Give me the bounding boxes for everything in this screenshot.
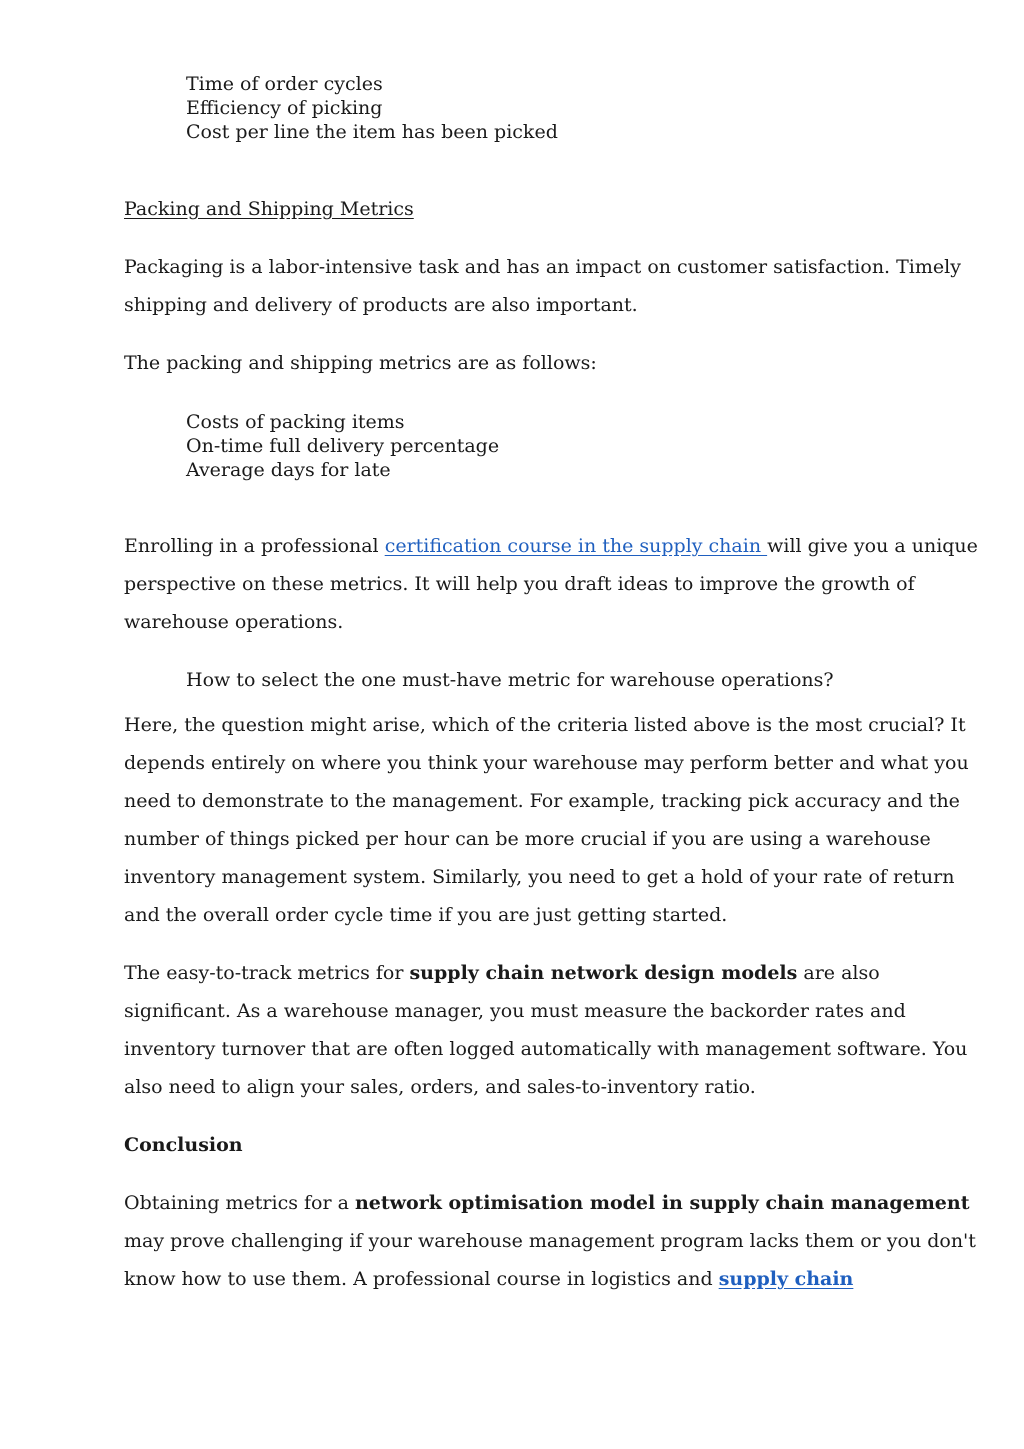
list-item: On-time full delivery percentage [186, 435, 500, 457]
section-heading-packing: Packing and Shipping Metrics [124, 198, 414, 220]
paragraph-line: need to demonstrate to the management. For example, tracking pick accuracy and the [124, 790, 960, 812]
list-item: Efficiency of picking [186, 97, 383, 119]
paragraph-line: also need to align your sales, orders, and sales-to-inventory ratio. [124, 1076, 756, 1098]
paragraph-line: warehouse operations. [124, 611, 344, 633]
bold-phrase: network optimisation model in supply chain management [354, 1192, 970, 1214]
paragraph-line [124, 961, 880, 985]
paragraph-line: number of things picked per hour can be more crucial if you are using a warehouse [124, 828, 931, 850]
paragraph-line: depends entirely on where you think your warehouse may perform better and what you [124, 752, 969, 774]
paragraph-line: Packaging is a labor-intensive task and has an impact on customer satisfaction. Timely [124, 256, 961, 278]
paragraph-line: significant. As a warehouse manager, you must measure the backorder rates and [124, 1000, 906, 1022]
paragraph-line: may prove challenging if your warehouse management program lacks them or you don't [124, 1230, 976, 1252]
supply-chain-link[interactable]: supply chain [718, 1268, 854, 1290]
text-span: Obtaining metrics for a [124, 1192, 355, 1214]
conclusion-heading: Conclusion [124, 1134, 243, 1156]
paragraph-line [124, 1191, 969, 1215]
paragraph-line [124, 534, 978, 558]
paragraph-line [124, 1267, 853, 1291]
text-span: are also [797, 962, 880, 984]
text-span: Enrolling in a professional [124, 535, 385, 557]
paragraph-line: The packing and shipping metrics are as follows: [124, 352, 597, 374]
paragraph-line: inventory turnover that are often logged automatically with management software. You [124, 1038, 968, 1060]
paragraph-line: and the overall order cycle time if you are just getting started. [124, 904, 728, 926]
text-span: know how to use them. A professional course in logistics and [124, 1268, 719, 1290]
question-heading: How to select the one must-have metric for warehouse operations? [186, 669, 834, 691]
text-span: will give you a unique [767, 535, 978, 557]
paragraph-line: inventory management system. Similarly, you need to get a hold of your rate of return [124, 866, 955, 888]
text-span: The easy-to-track metrics for [124, 962, 410, 984]
bold-phrase: supply chain network design models [409, 962, 798, 984]
list-item: Average days for late [186, 459, 391, 481]
certification-course-link[interactable]: certification course in the supply chain [384, 535, 768, 557]
list-item: Cost per line the item has been picked [186, 121, 558, 143]
paragraph-line: Here, the question might arise, which of the criteria listed above is the most crucial? It [124, 714, 966, 736]
list-item: Time of order cycles [186, 73, 383, 95]
list-item: Costs of packing items [186, 411, 405, 433]
paragraph-line: perspective on these metrics. It will help you draft ideas to improve the growth of [124, 573, 915, 595]
paragraph-line: shipping and delivery of products are also important. [124, 294, 638, 316]
